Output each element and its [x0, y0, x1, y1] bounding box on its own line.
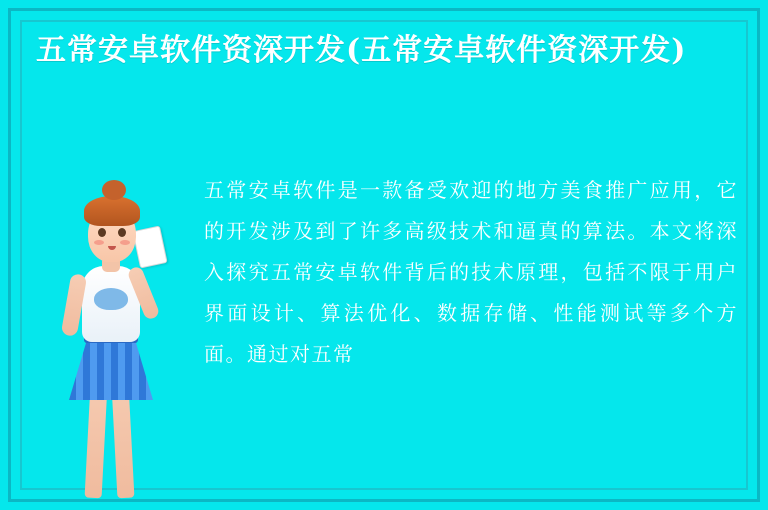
held-card-shape — [132, 226, 167, 269]
article-body-row — [36, 170, 738, 500]
girl-holding-card-illustration — [36, 170, 186, 500]
eye-left-shape — [98, 228, 106, 237]
article-paragraph: 五常安卓软件是一款备受欢迎的地方美食推广应用，它的开发涉及到了许多高级技术和逼真的算法。本文将深入探究五常安卓软件背后的技术原理，包括不限于用户界面设计、算法优化、数据存储、性能测试等多个方面。通过对五常 — [204, 178, 738, 366]
hair-bun-shape — [102, 180, 126, 200]
blush-left-shape — [94, 240, 104, 245]
skirt-shape — [69, 338, 153, 400]
article-content — [36, 30, 738, 486]
blush-right-shape — [120, 240, 130, 245]
hair-front-shape — [84, 196, 140, 226]
page-title: 五常安卓软件资深开发(五常安卓软件资深开发) — [36, 33, 687, 68]
eye-right-shape — [118, 228, 126, 237]
shirt-graphic-shape — [94, 288, 128, 310]
